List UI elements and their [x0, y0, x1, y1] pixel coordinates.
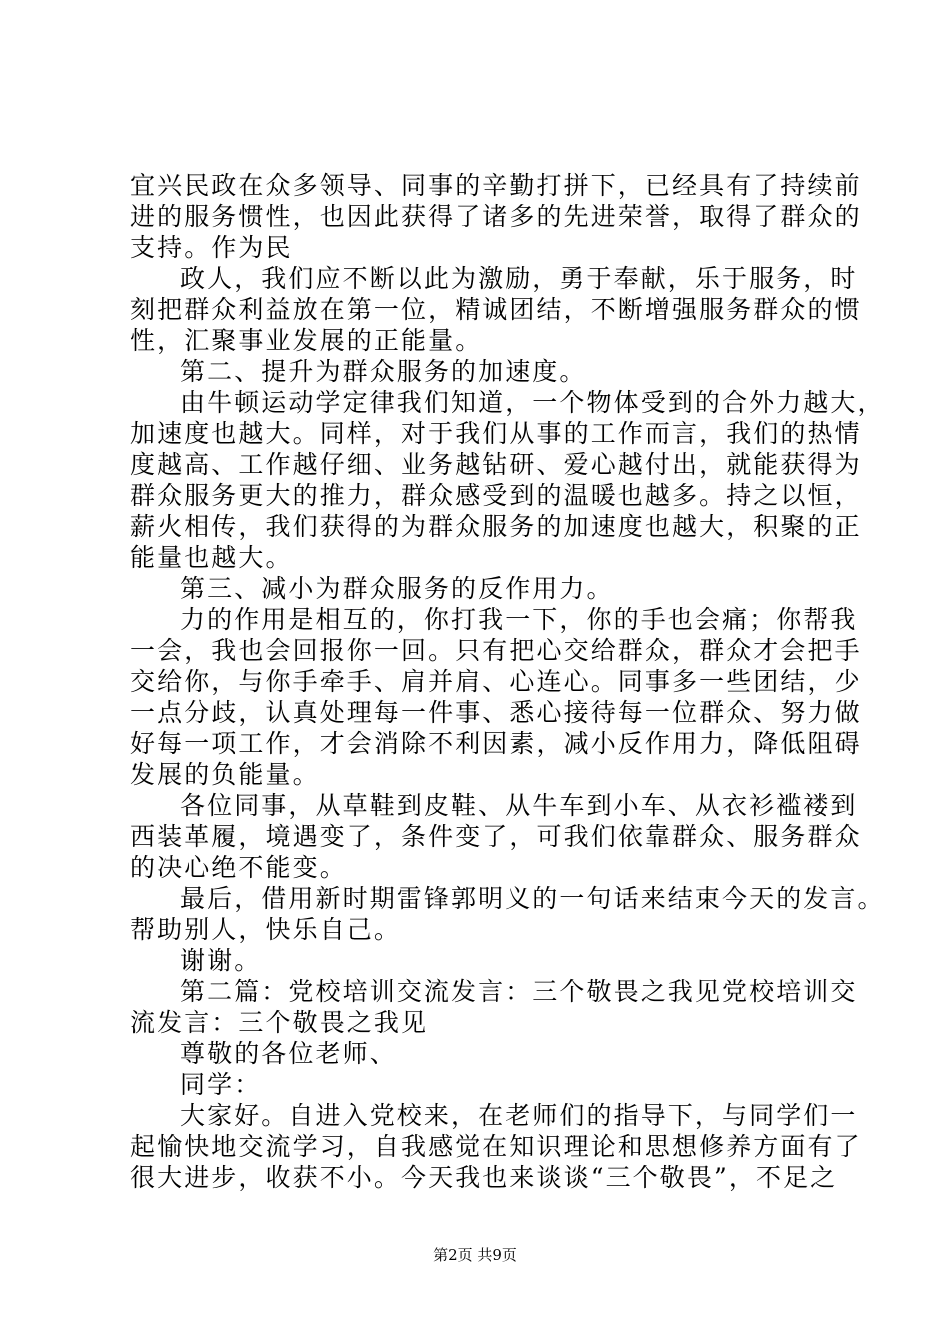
page-footer: 第2页 共9页 — [433, 1246, 517, 1264]
text-line: 的决心绝不能变。 — [130, 853, 347, 882]
text-line: 群众服务更大的推力，群众感受到的温暖也越多。持之以恒， — [130, 481, 862, 510]
text-line: 第二、提升为群众服务的加速度。 — [180, 357, 587, 386]
text-line: 薪火相传，我们获得的为群众服务的加速度也越大，积聚的正 — [130, 512, 862, 541]
text-line: 西装革履，境遇变了，条件变了，可我们依靠群众、服务群众 — [130, 822, 862, 851]
text-line: 加速度也越大。同样，对于我们从事的工作而言，我们的热情 — [130, 419, 862, 448]
text-line: 一点分歧，认真处理每一件事、悉心接待每一位群众、努力做 — [130, 698, 862, 727]
text-line: 很大进步，收获不小。今天我也来谈谈“三个敬畏”，不足之 — [130, 1163, 838, 1192]
text-line: 尊敬的各位老师、 — [180, 1039, 397, 1068]
text-line: 能量也越大。 — [130, 543, 293, 572]
text-line: 流发言：三个敬畏之我见 — [130, 1008, 429, 1037]
text-line: 政人，我们应不断以此为激励，勇于奉献，乐于服务，时 — [180, 264, 858, 293]
text-line: 度越高、工作越仔细、业务越钻研、爱心越付出，就能获得为 — [130, 450, 862, 479]
text-line: 刻把群众利益放在第一位，精诚团结，不断增强服务群众的惯 — [130, 295, 862, 324]
text-line: 由牛顿运动学定律我们知道，一个物体受到的合外力越大， — [180, 388, 885, 417]
text-line: 好每一项工作，才会消除不利因素，减小反作用力，降低阻碍 — [130, 729, 862, 758]
text-line: 各位同事，从草鞋到皮鞋、从牛车到小车、从衣衫褴褛到 — [180, 791, 858, 820]
text-line: 最后，借用新时期雷锋郭明义的一句话来结束今天的发言。 — [180, 884, 885, 913]
text-line: 力的作用是相互的，你打我一下，你的手也会痛；你帮我 — [180, 605, 858, 634]
text-line: 性，汇聚事业发展的正能量。 — [130, 326, 483, 355]
text-line: 大家好。自进入党校来，在老师们的指导下，与同学们一 — [180, 1101, 858, 1130]
text-line: 进的服务惯性，也因此获得了诸多的先进荣誉，取得了群众的 — [130, 202, 862, 231]
document-body — [130, 170, 885, 1193]
text-line: 谢谢。 — [180, 946, 262, 975]
text-line: 一会，我也会回报你一回。只有把心交给群众，群众才会把手 — [130, 636, 862, 665]
text-line: 帮助别人，快乐自己。 — [130, 915, 402, 944]
text-line: 同学： — [180, 1070, 262, 1099]
text-line: 交给你，与你手牵手、肩并肩、心连心。同事多一些团结，少 — [130, 667, 862, 696]
text-line: 宜兴民政在众多领导、同事的辛勤打拼下，已经具有了持续前 — [130, 171, 862, 200]
text-line: 起愉快地交流学习，自我感觉在知识理论和思想修养方面有了 — [130, 1132, 862, 1161]
text-line: 第二篇：党校培训交流发言：三个敬畏之我见党校培训交 — [180, 977, 858, 1006]
text-line: 支持。作为民 — [130, 233, 293, 262]
text-line: 发展的负能量。 — [130, 760, 320, 789]
text-line: 第三、减小为群众服务的反作用力。 — [180, 574, 614, 603]
